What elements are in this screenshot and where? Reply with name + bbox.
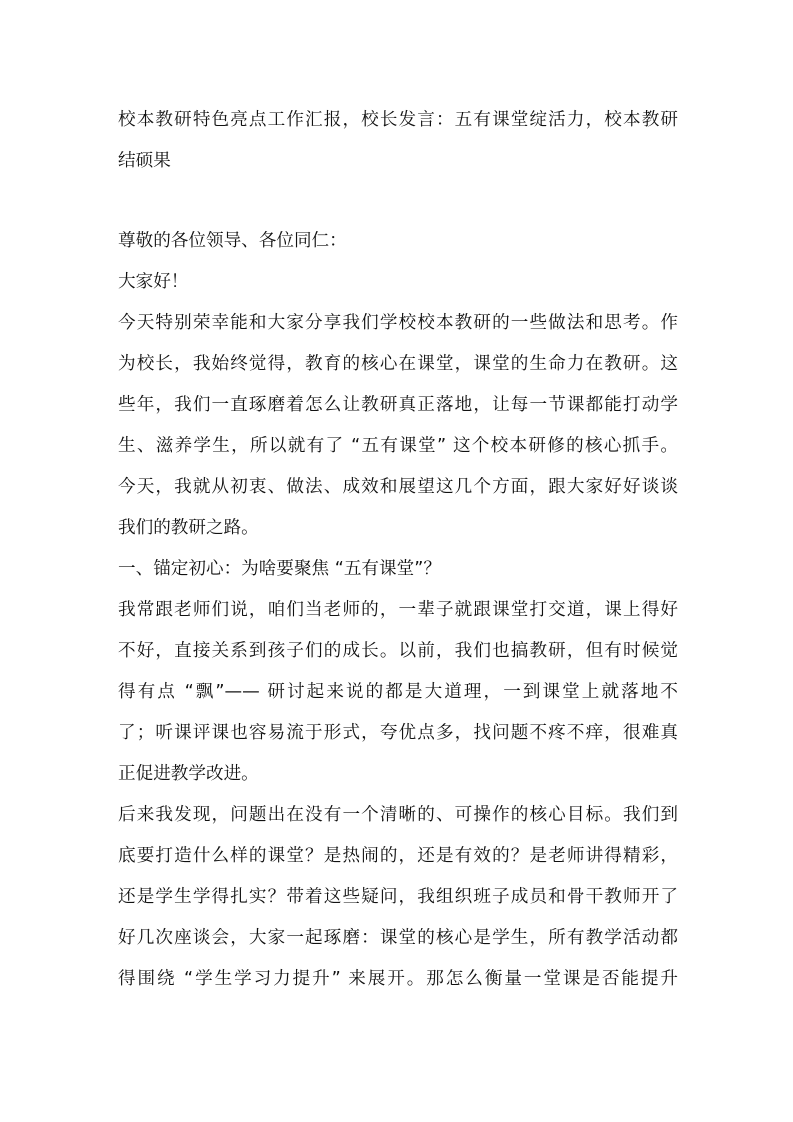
paragraph-discovery <box>118 795 678 1000</box>
salutation: 尊敬的各位领导、各位同仁： <box>118 231 347 251</box>
text-line: 我们的教研之路。 <box>118 518 259 538</box>
text-line: 今天，我就从初衷、做法、成效和展望这几个方面，跟大家好好谈谈 <box>118 477 678 497</box>
paragraph-problem <box>118 590 678 795</box>
text-line: 正促进教学改进。 <box>118 764 259 784</box>
text-line: 生、滋养学生，所以就有了 “五有课堂” 这个校本研修的核心抓手。 <box>118 436 678 456</box>
document-title-line: 结硕果 <box>118 151 171 171</box>
document-page <box>118 100 678 1000</box>
text-line: 还是学生学得扎实？带着这些疑问，我组织班子成员和骨干教师开了 <box>118 887 678 907</box>
text-line: 了；听课评课也容易流于形式，夸优点多，找问题不疼不痒，很难真 <box>118 723 678 743</box>
text-line: 底要打造什么样的课堂？是热闹的，还是有效的？是老师讲得精彩， <box>118 846 678 866</box>
spacer <box>118 182 678 221</box>
text-line: 些年，我们一直琢磨着怎么让教研真正落地，让每一节课都能打动学 <box>118 395 678 415</box>
text-line: 为校长，我始终觉得，教育的核心在课堂，课堂的生命力在教研。这 <box>118 354 678 374</box>
document-title-line: 校本教研特色亮点工作汇报，校长发言：五有课堂绽活力，校本教研 <box>118 110 678 130</box>
text-line: 我常跟老师们说，咱们当老师的，一辈子就跟课堂打交道，课上得好 <box>118 600 678 620</box>
text-line: 后来我发现，问题出在没有一个清晰的、可操作的核心目标。我们到 <box>118 805 678 825</box>
text-line: 不好，直接关系到孩子们的成长。以前，我们也搞教研，但有时候觉 <box>118 641 678 661</box>
section-heading: 一、锚定初心：为啥要聚焦 “五有课堂”？ <box>118 559 441 579</box>
paragraph-intro <box>118 303 678 549</box>
text-line: 好几次座谈会，大家一起琢磨：课堂的核心是学生，所有教学活动都 <box>118 928 678 948</box>
text-line: 得围绕 “学生学习力提升” 来展开。那怎么衡量一堂课是否能提升 <box>118 969 678 989</box>
text-line: 得有点 “飘”—— 研讨起来说的都是大道理，一到课堂上就落地不 <box>118 682 678 702</box>
greeting: 大家好！ <box>118 272 189 292</box>
text-line: 今天特别荣幸能和大家分享我们学校校本教研的一些做法和思考。作 <box>118 313 678 333</box>
